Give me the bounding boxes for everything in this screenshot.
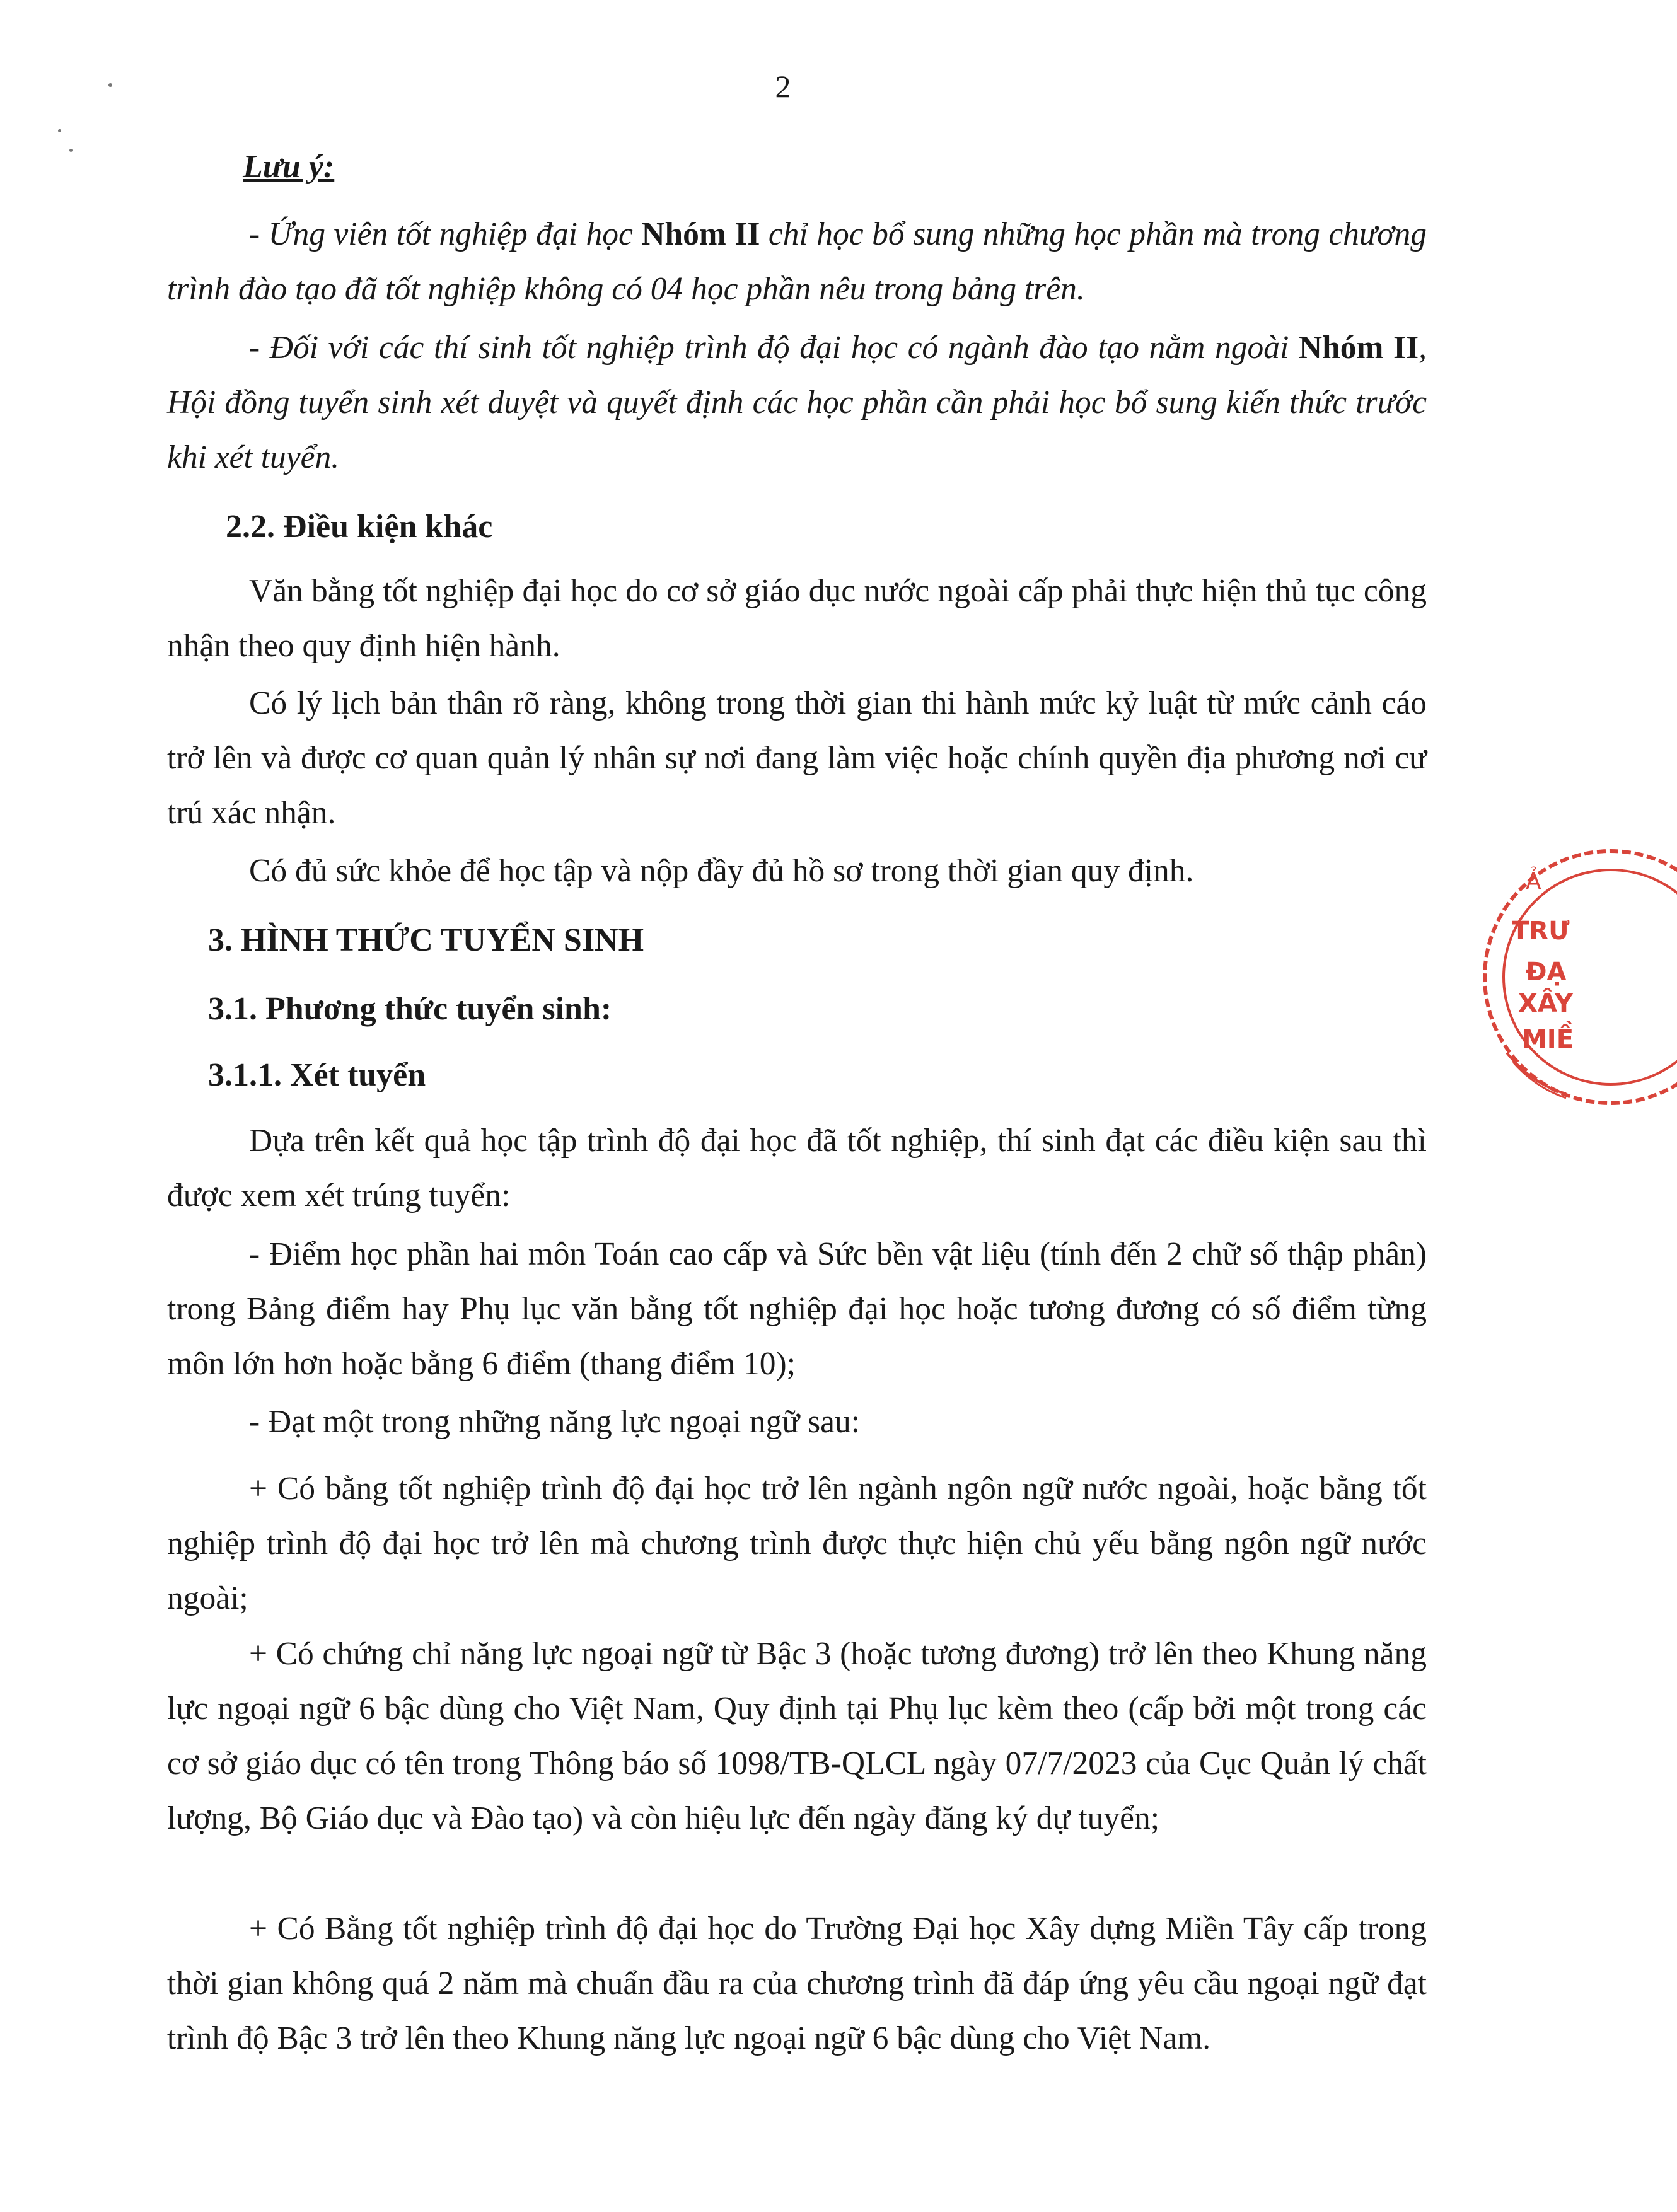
paragraph-language-university-degree: + Có Bằng tốt nghiệp trình độ đại học do Trường Đại học Xây dựng Miền Tây cấp trong thời gian không quá 2 năm mà chuẩn đầu ra của chương trình đã đáp ứng yêu cầu ngoại ngữ đạt trình độ Bậc 3 trở lên theo Khung năng lực ngoại ngữ 6 bậc dùng cho Việt Nam. [167, 1911, 1427, 2056]
stamp-text: XÂY [1518, 989, 1573, 1018]
section-heading-3: 3. HÌNH THỨC TUYỂN SINH [208, 922, 644, 958]
scan-speck [58, 129, 61, 132]
scan-speck [69, 149, 73, 152]
note-item-2-text-cont: , Hội đồng tuyển sinh xét duyệt và quyết định các học phần cần phải học bổ sung kiến thức trước khi xét tuyển. [167, 330, 1427, 475]
paragraph-condition-language: - Đạt một trong những năng lực ngoại ngữ sau: [249, 1404, 861, 1440]
stamp-text: ĐẠ [1526, 958, 1567, 987]
section-heading-3-1-1: 3.1.1. Xét tuyển [208, 1057, 426, 1093]
note-item-1-text: - Ứng viên tốt nghiệp đại học [249, 216, 642, 252]
page-number: 2 [775, 69, 791, 104]
note-item-1 [167, 207, 1427, 316]
note-item-2 [167, 320, 1427, 485]
official-seal-stamp [1463, 845, 1574, 1109]
paragraph-language-certificate: + Có chứng chỉ năng lực ngoại ngữ từ Bậc 3 (hoặc tương đương) trở lên theo Khung năng lực ngoại ngữ 6 bậc dùng cho Việt Nam, Quy định tại Phụ lục kèm theo (cấp bởi một trong các cơ sở giáo dục có tên trong Thông báo số 1098/TB-QLCL ngày 07/7/2023 của Cục Quản lý chất lượng, Bộ Giáo dục và Đào tạo) và còn hiệu lực đến ngày đăng ký dự tuyển; [167, 1636, 1427, 1836]
note-title: Lưu ý: [243, 149, 335, 185]
paragraph-language-degree: + Có bằng tốt nghiệp trình độ đại học trở lên ngành ngôn ngữ nước ngoài, hoặc bằng tốt nghiệp trình độ đại học trở lên mà chương trình được thực hiện chủ yếu bằng ngôn ngữ nước ngoài; [167, 1471, 1427, 1616]
stamp-text: Ả [1526, 869, 1541, 895]
paragraph-foreign-degree: Văn bằng tốt nghiệp đại học do cơ sở giáo dục nước ngoài cấp phải thực hiện thủ tục công nhận theo quy định hiện hành. [167, 573, 1427, 664]
note-item-1-bold: Nhóm II [641, 216, 760, 252]
paragraph-condition-scores: - Điểm học phần hai môn Toán cao cấp và Sức bền vật liệu (tính đến 2 chữ số thập phân) trong Bảng điểm hay Phụ lục văn bằng tốt nghiệp đại học hoặc tương đương có số điểm từng môn lớn hơn hoặc bằng 6 điểm (thang điểm 10); [167, 1236, 1427, 1382]
note-item-2-text: - Đối với các thí sinh tốt nghiệp trình độ đại học có ngành đào tạo nằm ngoài [249, 330, 1299, 366]
paragraph-health: Có đủ sức khỏe để học tập và nộp đầy đủ hồ sơ trong thời gian quy định. [249, 853, 1194, 889]
stamp-text: TRƯ [1512, 917, 1570, 946]
note-item-2-bold: Nhóm II [1298, 330, 1419, 366]
paragraph-admission-intro: Dựa trên kết quả học tập trình độ đại học đã tốt nghiệp, thí sinh đạt các điều kiện sau thì được xem xét trúng tuyển: [167, 1123, 1427, 1213]
section-heading-3-1: 3.1. Phương thức tuyển sinh: [208, 991, 612, 1027]
paragraph-background: Có lý lịch bản thân rõ ràng, không trong thời gian thi hành mức kỷ luật từ mức cảnh cáo trở lên và được cơ quan quản lý nhân sự nơi đang làm việc hoặc chính quyền địa phương nơi cư trú xác nhận. [167, 685, 1427, 831]
stamp-text: MIỀ [1522, 1025, 1574, 1054]
note-item-1-text-cont: chỉ học bổ sung những học phần mà trong chương trình đào tạo đã tốt nghiệp không có 04 học phần nêu trong bảng trên. [167, 216, 1427, 307]
section-heading-2-2: 2.2. Điều kiện khác [226, 509, 493, 545]
